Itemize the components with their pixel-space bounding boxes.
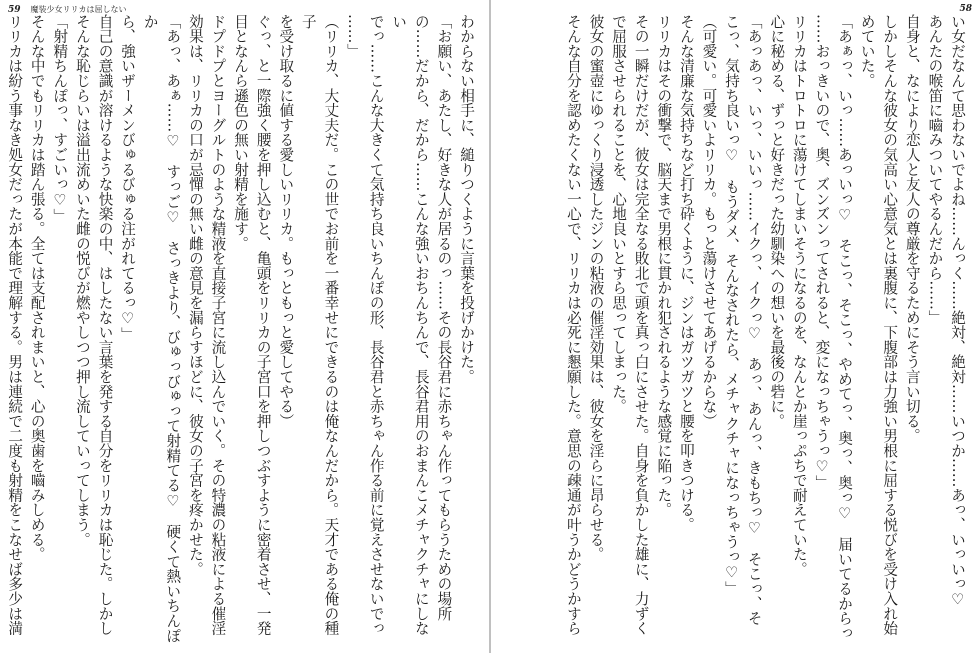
left-page-number: 59	[8, 5, 21, 15]
left-page-body	[6, 14, 477, 645]
text-line: 自己の意識が溶けるような快楽の中、はしたない言葉を発する自分をリリカは恥じた。しかし	[96, 14, 114, 636]
right-page-header	[959, 4, 972, 14]
text-line: を受け取るに値する愛しいリリカ。もっともっと愛してやる）	[277, 14, 295, 429]
text-line: 心に秘める、ずっと好きだった幼馴染への想いを最後の砦に。	[768, 14, 786, 429]
text-line: 「あっ、あぁ……♡ すっご♡ さっきより、びゅっびゅって射精てる♡ 硬くて熱いちんぽか	[141, 14, 182, 643]
running-title: 魔装少女リリカは屈しない	[30, 5, 127, 14]
text-line: 自身と、なにより恋人と友人の尊厳を守るためにそう言い切る。	[903, 14, 921, 444]
text-line: ……おっきいので、奥、ズンズンってされると、変になっちゃうっ♡」	[813, 14, 831, 490]
text-line: の……だから、だから……こんな強いおちんちんで、長谷君用のおまんこメチャクチャにしない	[390, 14, 430, 636]
text-line: そんな清廉な気持ちなど打ち砕くように、ジンはガツガツと腰を叩きつける。	[677, 14, 695, 532]
text-line: リリカはその衝撃で、脳天まで男根に貫かれ犯されるような感覚に陥った。	[655, 14, 673, 518]
text-line: ……」	[345, 14, 363, 59]
text-line: その一瞬だけだが、彼女は完全なる敗北で頭を真っ白にさせた。自身を負かした雄に、力ずく	[632, 14, 650, 636]
text-line: （可愛い。可愛いよリリカ。もっと蕩けさせてあげるからな）	[700, 14, 718, 429]
text-line: 「射精ちんぽっ、すごいっ♡」	[51, 14, 69, 224]
text-line: 彼女の蜜壺にゆっくり浸透したジンの粘液の催淫効果は、彼女を淫らに昂らせる。	[587, 14, 605, 562]
text-line: めていた。	[858, 14, 876, 88]
right-page	[491, 0, 980, 653]
text-line: しかしそんな彼女の気高い心意気とは裏腹に、下腹部は力強い男根に屈する悦びを受け入れ始	[881, 14, 899, 636]
right-page-number: 58	[959, 4, 972, 14]
text-line: 「お願い、あたし、好きな人が居るのっ……その長谷君に赤ちゃん作ってもらうための場所	[435, 14, 453, 621]
text-line: リリカはトロトロに蕩けてしまいそうになるのを、なんとか崖っぷちで耐えていた。	[790, 14, 808, 577]
text-line: そんな自分を認めたくない一心で、リリカは必死に懇願した。意思の疎通が叶うかどうかすら	[564, 14, 582, 636]
text-line: でっ……こんな大きくて気持ち良いちんぽの形、長谷君と赤ちゃん作る前に覚えさせないでっ	[367, 14, 385, 636]
text-line: リリカは紛う事なき処女だったが本能で理解する。男は連続で二度も射精をこなせば多少は満	[6, 14, 24, 636]
left-page	[0, 0, 489, 653]
right-page-body	[499, 14, 968, 645]
text-line: ぐっ、と一際強く腰を押し込むと、亀頭をリリカの子宮口を押しつぶすように密着させ、一発	[254, 14, 272, 636]
text-line: ら、強いザーメンびゅるびゅる注がれてるっ♡」	[119, 14, 137, 342]
text-line: （リリカ、大丈夫だ。この世でお前を一番幸せにできるのは俺なんだから。天才である俺の種子	[299, 14, 340, 636]
text-line: こっ、気持ち良いっ♡ もうダメ、そんなされたら、メチャクチャになっちゃうっ♡」	[723, 14, 741, 596]
text-line: 「あぁっ、いっ……あっいっ♡ そこっ、そこっ、やめてっ、奥っ、奥っ♡ 届いてるからっ	[836, 14, 854, 641]
text-line: そんな恥じらいは溢出流めいた雌の悦びが燃やしつつ押し流していってしまう。	[73, 14, 91, 547]
text-line: そんな中でもリリカは踏ん張る。全ては支配されまいと、心の奥歯を嚙みしめる。	[28, 14, 46, 562]
text-line: 「あっあっ、いっ、いいっ……イクっ、イクっ♡ あっ、あんっ、きもちっ♡ そこっ、そ	[745, 14, 763, 626]
text-line: で屈服させられることを、心地良いとすら思ってしまった。	[610, 14, 628, 414]
text-line: わからない相手に、縋りつくように言葉を投げかけた。	[458, 14, 475, 384]
text-line: い女だなんて思わないでよね……んっく……絶対、絶対……いつか……あっ、いっいっ♡	[949, 14, 966, 609]
text-line: ドプドプとヨーグルトのような精液を直接子宮に流し込んでいく。その特濃の粘液による催淫	[209, 14, 227, 636]
text-line: 目となんら遜色の無い射精を施す。	[232, 14, 250, 251]
text-line: あんたの喉笛に嚙みついてやるんだから……」	[926, 14, 944, 325]
text-line: 効果は、リリカの口が忌憚の無い雌の意見を漏らすほどに、彼女の子宮を疼かせた。	[186, 14, 204, 577]
